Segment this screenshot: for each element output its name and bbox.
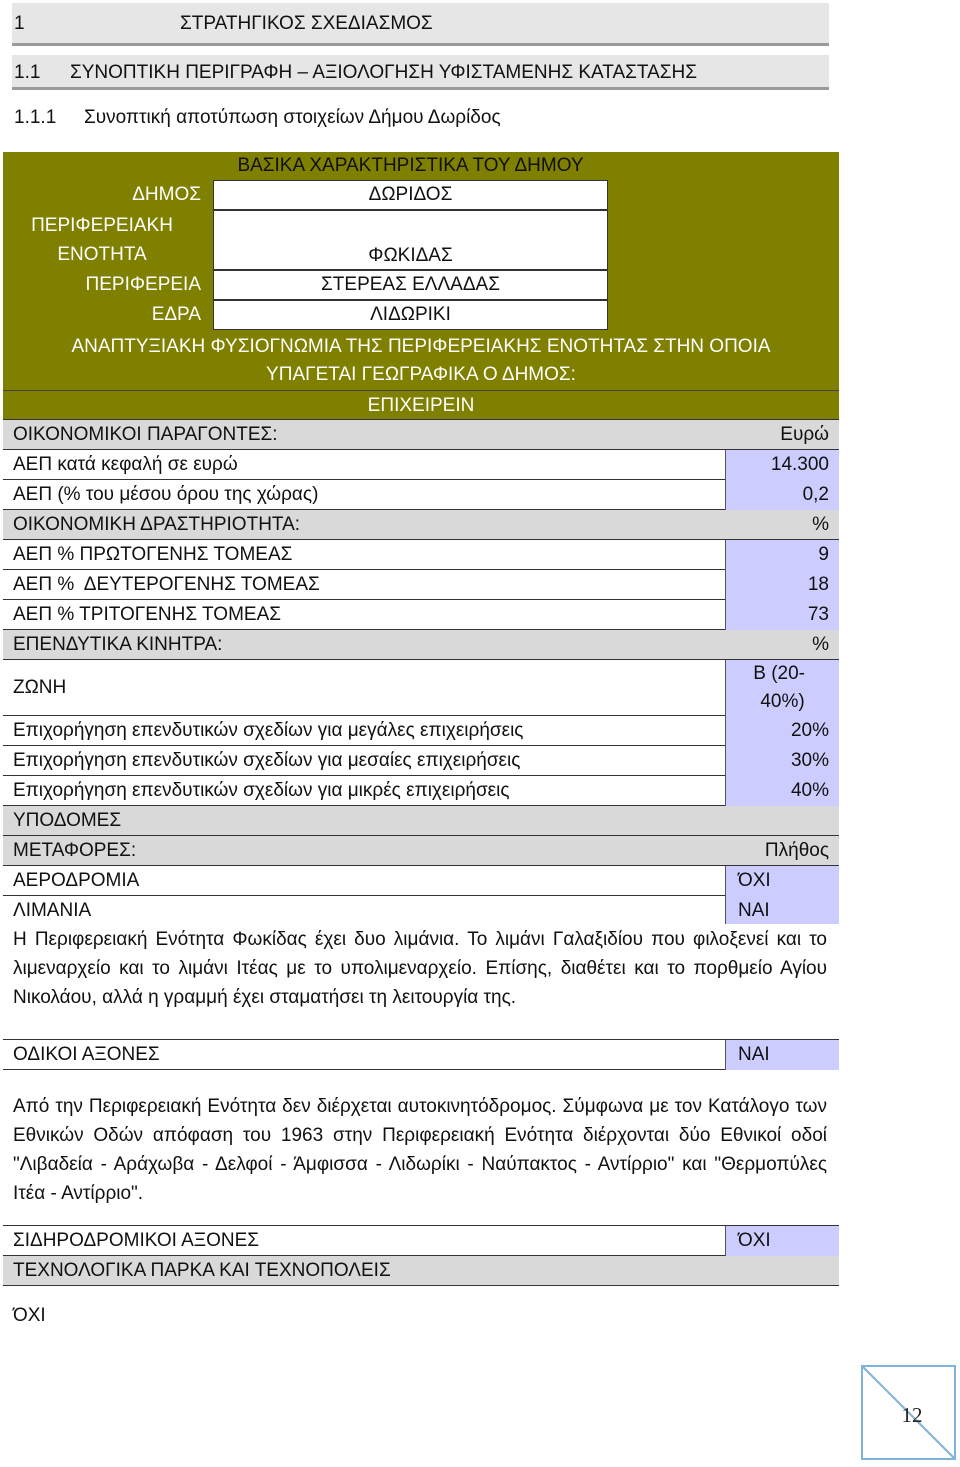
ports-value: ΝΑΙ — [725, 896, 839, 926]
table-row — [3, 896, 839, 926]
activity-header: ΟΙΚΟΝΟΜΙΚΗ ΔΡΑΣΤΗΡΙΟΤΗΤΑ: — [13, 514, 301, 535]
secondary-sector-value: 18 — [725, 570, 839, 600]
basic-label-municipality: ΔΗΜΟΣ — [132, 184, 201, 205]
tertiary-sector-label: ΑΕΠ % ΤΡΙΤΟΓΕΝΗΣ ΤΟΜΕΑΣ — [13, 604, 281, 625]
grant-small-value: 40% — [725, 776, 839, 806]
tertiary-sector-value: 73 — [725, 600, 839, 630]
page-number: 12 — [901, 1403, 923, 1427]
heading-3-number: 1.1.1 — [14, 107, 57, 128]
table-title: ΒΑΣΙΚΑ ΧΑΡΑΚΤΗΡΙΣΤΙΚΑ ΤΟΥ ΔΗΜΟΥ — [237, 155, 584, 176]
incentives-header-row — [3, 630, 839, 660]
transport-header: ΜΕΤΑΦΟΡΕΣ: — [13, 840, 137, 861]
primary-sector-label: ΑΕΠ % ΠΡΩΤΟΓΕΝΗΣ ΤΟΜΕΑΣ — [13, 544, 293, 565]
zone-row — [3, 660, 839, 716]
basic-label-seat: ΕΔΡΑ — [151, 304, 201, 325]
tech-parks-value-row — [3, 1286, 839, 1345]
tech-parks-header-row — [3, 1256, 839, 1286]
grant-medium-label: Επιχορήγηση επενδυτικών σχεδίων για μεσαίες επιχειρήσεις — [13, 750, 521, 771]
table-row — [3, 746, 839, 776]
heading-level-1 — [12, 3, 829, 46]
gdp-percent-national-value: 0,2 — [725, 480, 839, 510]
zone-label: ΖΩΝΗ — [13, 677, 67, 698]
rail-value: ΌΧΙ — [725, 1226, 839, 1256]
development-profile-question — [3, 332, 839, 390]
airports-value: ΌΧΙ — [725, 866, 839, 896]
zone-value-line1: Β (20- — [753, 663, 805, 684]
heading-3-title: Συνοπτική αποτύπωση στοιχείων Δήμου Δωρίδος — [84, 107, 501, 128]
activity-unit: % — [812, 514, 829, 535]
table-row — [3, 540, 839, 570]
roads-value: ΝΑΙ — [725, 1040, 839, 1070]
heading-level-2 — [12, 55, 829, 90]
activity-header-row — [3, 510, 839, 540]
gdp-percent-national-label: ΑΕΠ (% του μέσου όρου της χώρας) — [13, 484, 319, 505]
airports-label: ΑΕΡΟΔΡΟΜΙΑ — [13, 870, 140, 891]
basic-value-seat: ΛΙΔΩΡΙΚΙ — [213, 300, 608, 330]
basic-value-municipality: ΔΩΡΙΔΟΣ — [213, 180, 608, 210]
zone-value — [725, 660, 839, 716]
tech-parks-value: ΌΧΙ — [13, 1304, 46, 1326]
heading-2-title: ΣΥΝΟΠΤΙΚΗ ΠΕΡΙΓΡΑΦΗ – ΑΞΙΟΛΟΓΗΣΗ ΥΦΙΣΤΑΜΕΝΗΣ ΚΑΤΑΣΤΑΣΗΣ — [70, 62, 697, 83]
table-row — [3, 776, 839, 806]
zone-value-line2: 40%) — [760, 691, 805, 712]
table-row — [3, 1040, 839, 1070]
page-corner-icon — [861, 1365, 956, 1460]
heading-1-title: ΣΤΡΑΤΗΓΙΚΟΣ ΣΧΕΔΙΑΣΜΟΣ — [180, 13, 433, 34]
infrastructure-header-row — [3, 806, 839, 836]
gdp-per-capita-label: ΑΕΠ κατά κεφαλή σε ευρώ — [13, 454, 238, 475]
heading-1-number: 1 — [14, 13, 25, 34]
table-row — [3, 866, 839, 896]
heading-2-number: 1.1 — [14, 62, 41, 83]
development-profile-value: ΕΠΙΧΕΙΡΕΙΝ — [367, 395, 475, 416]
grant-large-label: Επιχορήγηση επενδυτικών σχεδίων για μεγάλες επιχειρήσεις — [13, 720, 524, 741]
profile-line-1: ΑΝΑΠΤΥΞΙΑΚΗ ΦΥΣΙΟΓΝΩΜΙΑ ΤΗΣ ΠΕΡΙΦΕΡΕΙΑΚΗΣ ΕΝΟΤΗΤΑΣ ΣΤΗΝ ΟΠΟΙΑ — [71, 336, 771, 357]
transport-header-row — [3, 836, 839, 866]
ports-description: Η Περιφερειακή Ενότητα Φωκίδας έχει δυο λιμάνια. Το λιμάνι Γαλαξιδίου που φιλοξενεί και το λιμεναρχείο και το λιμάνι Ιτέας με το υπολιμεναρχείο. Επίσης, διαθέτει και το πορθμείο Αγίου Νικολάου, αλλά η γραμμή έχει σταματήσει τη λειτουργία της. — [13, 929, 827, 1008]
table-row — [3, 600, 839, 630]
grant-medium-value: 30% — [725, 746, 839, 776]
incentives-header: ΕΠΕΝΔΥΤΙΚΑ ΚΙΝΗΤΡΑ: — [13, 634, 223, 655]
roads-label: ΟΔΙΚΟΙ ΑΞΟΝΕΣ — [13, 1044, 160, 1065]
roads-description: Από την Περιφερειακή Ενότητα δεν διέρχεται αυτοκινητόδρομος. Σύμφωνα με τον Κατάλογο των Εθνικών Οδών απόφαση του 1963 στην Περιφερειακή Ενότητα διέρχονται δύο Εθνικοί οδοί "Λιβαδεία - Αράχωβα - Δελφοί - Άμφισσα - Λιδωρίκι - Ναύπακτος - Αντίρριο" και "Θερμοπύλες Ιτέα - Αντίρριο". — [13, 1096, 827, 1204]
regional-unit-label-line2: ΕΝΟΤΗΤΑ — [57, 244, 147, 265]
table-row — [3, 570, 839, 600]
table-row — [3, 1226, 839, 1256]
grant-large-value: 20% — [725, 716, 839, 746]
basic-label-regional-unit — [3, 210, 201, 270]
transport-unit: Πλήθος — [764, 840, 829, 861]
secondary-sector-label: ΑΕΠ % ΔΕΥΤΕΡΟΓΕΝΗΣ ΤΟΜΕΑΣ — [13, 574, 320, 595]
basic-value-region: ΣΤΕΡΕΑΣ ΕΛΛΑΔΑΣ — [213, 270, 608, 300]
development-profile-value-row — [3, 390, 839, 420]
grant-small-label: Επιχορήγηση επενδυτικών σχεδίων για μικρές επιχειρήσεις — [13, 780, 510, 801]
basic-label-region: ΠΕΡΙΦΕΡΕΙΑ — [85, 274, 201, 295]
economic-unit: Ευρώ — [780, 424, 829, 445]
primary-sector-value: 9 — [725, 540, 839, 570]
table-row — [3, 716, 839, 746]
economic-header-row — [3, 420, 839, 450]
tech-parks-header: ΤΕΧΝΟΛΟΓΙΚΑ ΠΑΡΚΑ ΚΑΙ ΤΕΧΝΟΠΟΛΕΙΣ — [13, 1260, 391, 1281]
table-row — [3, 450, 839, 480]
basic-value-regional-unit: ΦΩΚΙΔΑΣ — [213, 210, 608, 270]
rail-label: ΣΙΔΗΡΟΔΡΟΜΙΚΟΙ ΑΞΟΝΕΣ — [13, 1230, 260, 1251]
regional-unit-label-line1: ΠΕΡΙΦΕΡΕΙΑΚΗ — [31, 215, 173, 236]
gdp-per-capita-value: 14.300 — [725, 450, 839, 480]
ports-label: ΛΙΜΑΝΙΑ — [13, 900, 92, 921]
infrastructure-header: ΥΠΟΔΟΜΕΣ — [13, 810, 122, 831]
economic-header: ΟΙΚΟΝΟΜΙΚΟΙ ΠΑΡΑΓΟΝΤΕΣ: — [13, 424, 278, 445]
profile-line-2: ΥΠΑΓΕΤΑΙ ΓΕΩΓΡΑΦΙΚΑ Ο ΔΗΜΟΣ: — [266, 364, 576, 385]
incentives-unit: % — [812, 634, 829, 655]
table-row — [3, 480, 839, 510]
heading-level-3 — [12, 100, 829, 136]
page-number-badge — [861, 1365, 956, 1460]
basic-characteristics-block — [3, 152, 839, 390]
